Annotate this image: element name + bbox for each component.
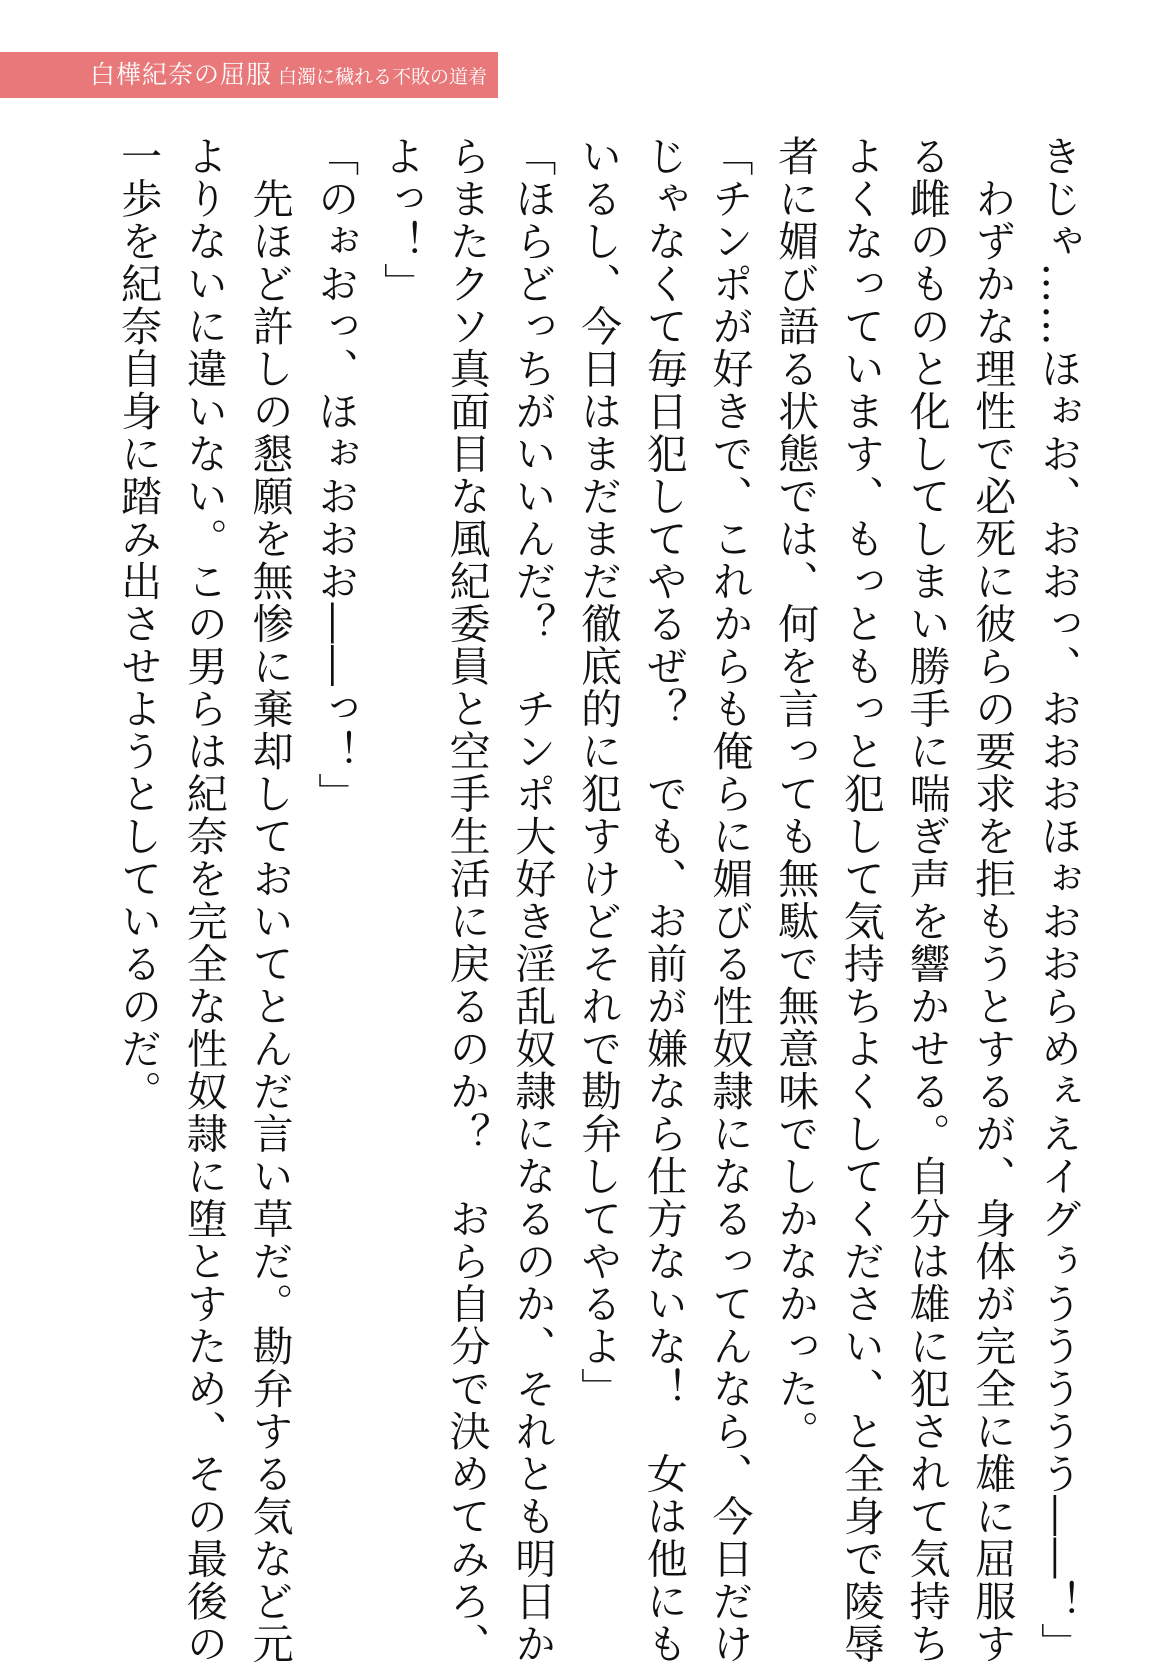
text-column: 「ほらどっちがいいんだ？ チンポ大好き淫乱奴隷になるのか、それとも明日か: [508, 135, 557, 1665]
text-column: きじゃ……ほぉお、おおっ、おおおほぉおおらめぇえイグぅううううう――！」: [1034, 135, 1082, 1665]
text-column: る雌のものと化してしまい勝手に喘ぎ声を響かせる。自分は雄に犯されて気持ち: [902, 135, 951, 1665]
text-column: よりないに違いない。この男らは紀奈を完全な性奴隷に堕とすため、その最後の: [179, 135, 228, 1665]
body-text: [80, 135, 1090, 1665]
text-column: よっ！」: [376, 135, 425, 305]
text-column: 「チンポが好きで、これからも俺らに媚びる性奴隷になるってんなら、今日だけ: [705, 135, 754, 1665]
text-column: 者に媚び語る状態では、何を言っても無駄で無意味でしかなかった。: [771, 135, 820, 1453]
text-column: よくなっています、もっともっと犯して気持ちよくしてください、と全身で陵辱: [836, 135, 885, 1665]
text-column: らまたクソ真面目な風紀委員と空手生活に戻るのか？ おら自分で決めてみろ、: [442, 135, 491, 1665]
running-header: [0, 52, 498, 98]
chapter-subtitle: 白濁に穢れる不敗の道着: [278, 66, 488, 88]
text-column: わずかな理性で必死に彼らの要求を拒もうとするが、身体が完全に雄に屈服す: [968, 135, 1017, 1665]
text-column: いるし、今日はまだまだ徹底的に犯すけどそれで勘弁してやるよ」: [574, 135, 623, 1410]
text-column: 一歩を紀奈自身に踏み出させようとしているのだ。: [114, 135, 163, 1113]
text-column: 「のぉおっ、ほぉおおお――っ！」: [311, 135, 360, 815]
text-column: 先ほど許しの懇願を無惨に棄却しておいてとんだ言い草だ。勘弁する気など元: [245, 135, 294, 1665]
text-column: じゃなくて毎日犯してやるぜ？ でも、お前が嫌なら仕方ないな！ 女は他にも: [639, 135, 688, 1665]
book-title: 白樺紀奈の屈服: [90, 60, 273, 89]
